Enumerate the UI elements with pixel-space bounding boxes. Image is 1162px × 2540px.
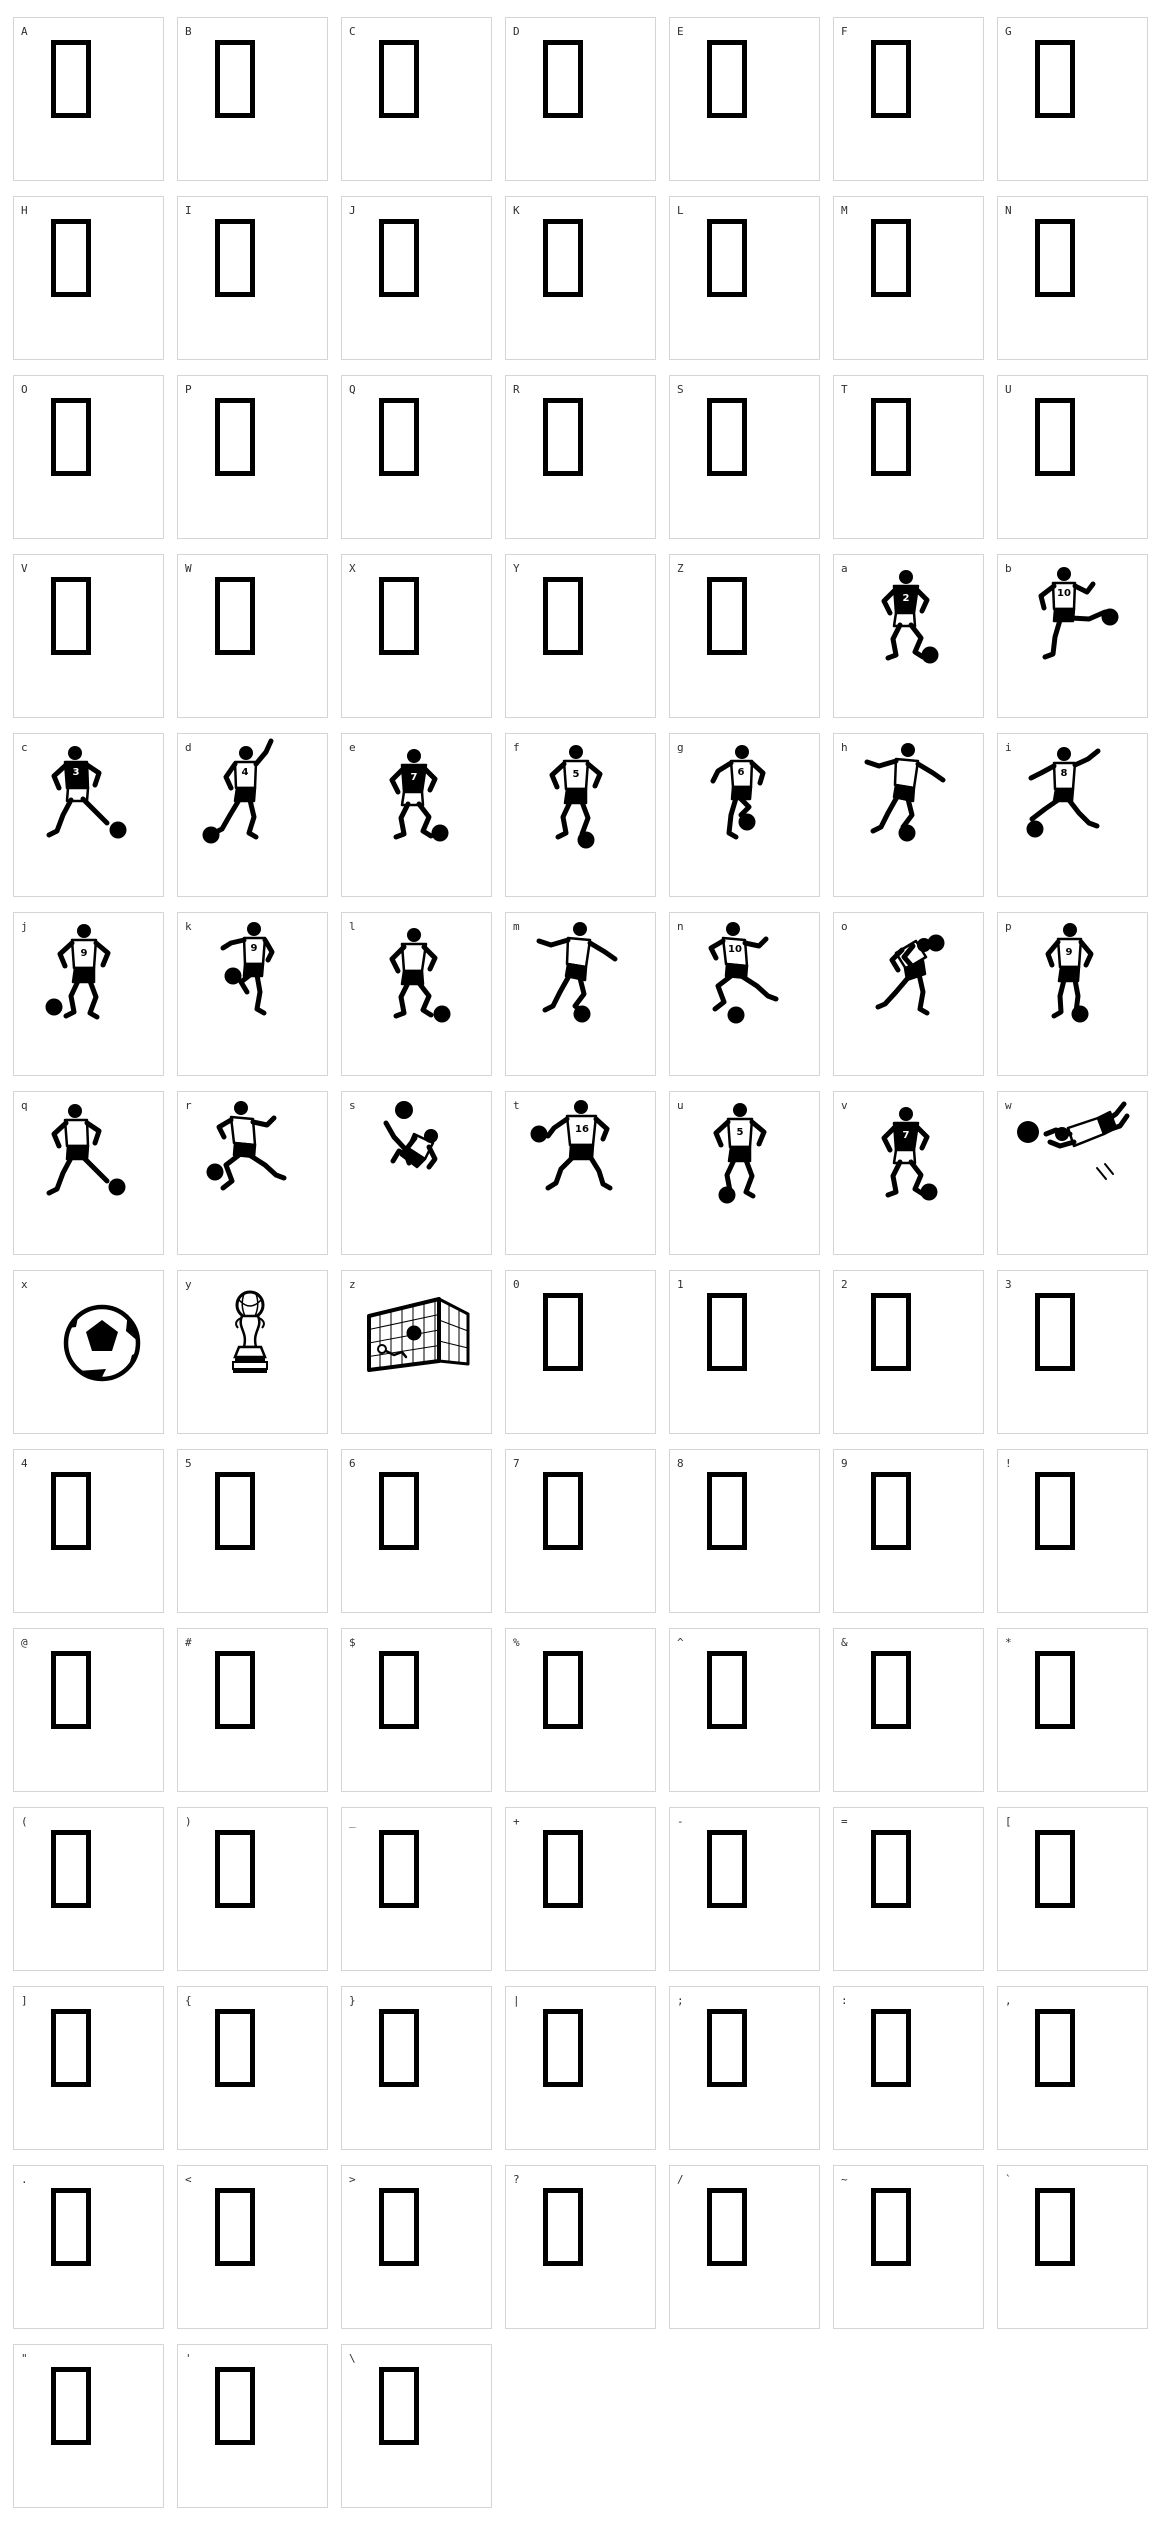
svg-text:16: 16	[575, 1124, 589, 1135]
soccer-player-icon	[834, 555, 983, 717]
glyph-cell	[13, 1986, 164, 2150]
glyph-char-label: 6	[349, 1457, 356, 1470]
glyph-cell	[341, 733, 492, 897]
glyph-cell	[833, 196, 984, 360]
glyph-char-label: -	[677, 1815, 684, 1828]
glyph-cell	[833, 17, 984, 181]
soccer-player-icon	[998, 734, 1147, 896]
glyph-char-label: B	[185, 25, 192, 38]
glyph-cell	[13, 554, 164, 718]
glyph-char-label: 4	[21, 1457, 28, 1470]
soccer-player-icon	[342, 913, 491, 1075]
glyph-char-label: .	[21, 2173, 28, 2186]
missing-glyph-icon	[834, 1987, 983, 2149]
glyph-char-label: w	[1005, 1099, 1012, 1112]
missing-glyph-icon	[506, 1808, 655, 1970]
glyph-char-label: o	[841, 920, 848, 933]
glyph-cell	[341, 2344, 492, 2508]
missing-glyph-icon	[998, 18, 1147, 180]
glyph-char-label: b	[1005, 562, 1012, 575]
missing-glyph-icon	[998, 1450, 1147, 1612]
missing-glyph-icon	[506, 376, 655, 538]
missing-glyph-icon	[178, 376, 327, 538]
glyph-char-label: n	[677, 920, 684, 933]
glyph-char-label: r	[185, 1099, 192, 1112]
glyph-char-label: @	[21, 1636, 28, 1649]
glyph-char-label: /	[677, 2173, 684, 2186]
glyph-cell	[13, 1091, 164, 1255]
glyph-cell	[669, 733, 820, 897]
glyph-char-label: W	[185, 562, 192, 575]
soccer-player-icon	[834, 913, 983, 1075]
glyph-cell	[997, 1628, 1148, 1792]
soccer-player-icon	[506, 1092, 655, 1254]
glyph-cell	[177, 2165, 328, 2329]
glyph-char-label: (	[21, 1815, 28, 1828]
glyph-char-label: H	[21, 204, 28, 217]
glyph-char-label: D	[513, 25, 520, 38]
glyph-cell	[505, 1270, 656, 1434]
glyph-cell	[505, 912, 656, 1076]
glyph-char-label: X	[349, 562, 356, 575]
glyph-cell	[997, 2165, 1148, 2329]
missing-glyph-icon	[670, 1271, 819, 1433]
glyph-char-label: [	[1005, 1815, 1012, 1828]
glyph-cell	[505, 17, 656, 181]
glyph-cell	[669, 17, 820, 181]
glyph-char-label: z	[349, 1278, 356, 1291]
glyph-cell	[177, 1091, 328, 1255]
glyph-char-label: 1	[677, 1278, 684, 1291]
glyph-cell	[13, 733, 164, 897]
glyph-char-label: x	[21, 1278, 28, 1291]
missing-glyph-icon	[998, 1987, 1147, 2149]
missing-glyph-icon	[670, 1450, 819, 1612]
svg-text:6: 6	[737, 767, 745, 778]
glyph-char-label: "	[21, 2352, 28, 2365]
soccer-player-icon	[14, 913, 163, 1075]
glyph-char-label: ;	[677, 1994, 684, 2007]
missing-glyph-icon	[178, 555, 327, 717]
glyph-cell	[997, 912, 1148, 1076]
glyph-char-label: f	[513, 741, 520, 754]
glyph-cell	[177, 1449, 328, 1613]
glyph-char-label: $	[349, 1636, 356, 1649]
glyph-cell	[13, 1449, 164, 1613]
soccer-player-icon	[998, 555, 1147, 717]
glyph-char-label: 3	[1005, 1278, 1012, 1291]
svg-text:9: 9	[250, 943, 258, 954]
glyph-char-label: S	[677, 383, 684, 396]
glyph-char-label: ]	[21, 1994, 28, 2007]
glyph-cell	[341, 1270, 492, 1434]
svg-text:5: 5	[572, 769, 580, 780]
glyph-char-label: L	[677, 204, 684, 217]
glyph-cell	[13, 17, 164, 181]
glyph-cell	[505, 375, 656, 539]
missing-glyph-icon	[342, 197, 491, 359]
glyph-cell	[13, 196, 164, 360]
svg-text:5: 5	[736, 1127, 744, 1138]
glyph-cell	[669, 1270, 820, 1434]
glyph-char-label: Z	[677, 562, 684, 575]
glyph-char-label: 9	[841, 1457, 848, 1470]
glyph-char-label: %	[513, 1636, 520, 1649]
glyph-char-label: a	[841, 562, 848, 575]
glyph-char-label: l	[349, 920, 356, 933]
missing-glyph-icon	[342, 2166, 491, 2328]
glyph-char-label: 2	[841, 1278, 848, 1291]
svg-text:9: 9	[1065, 947, 1073, 958]
missing-glyph-icon	[998, 1808, 1147, 1970]
glyph-char-label: +	[513, 1815, 520, 1828]
missing-glyph-icon	[998, 1629, 1147, 1791]
missing-glyph-icon	[506, 1271, 655, 1433]
glyph-cell	[341, 1986, 492, 2150]
glyph-char-label: 8	[677, 1457, 684, 1470]
glyph-char-label: i	[1005, 741, 1012, 754]
glyph-cell	[177, 1986, 328, 2150]
missing-glyph-icon	[14, 197, 163, 359]
glyph-cell	[833, 1986, 984, 2150]
missing-glyph-icon	[178, 2166, 327, 2328]
glyph-cell	[177, 1270, 328, 1434]
glyph-char-label: p	[1005, 920, 1012, 933]
glyph-char-label: ?	[513, 2173, 520, 2186]
glyph-char-label: _	[349, 1815, 356, 1828]
missing-glyph-icon	[998, 1271, 1147, 1433]
glyph-char-label: R	[513, 383, 520, 396]
glyph-cell	[177, 2344, 328, 2508]
missing-glyph-icon	[178, 197, 327, 359]
glyph-char-label: \	[349, 2352, 356, 2365]
svg-text:3: 3	[72, 767, 80, 778]
missing-glyph-icon	[670, 1629, 819, 1791]
glyph-cell	[505, 2165, 656, 2329]
glyph-cell	[669, 196, 820, 360]
missing-glyph-icon	[834, 18, 983, 180]
missing-glyph-icon	[14, 2345, 163, 2507]
glyph-cell	[177, 554, 328, 718]
glyph-char-label: m	[513, 920, 520, 933]
glyph-cell	[505, 196, 656, 360]
glyph-char-label: {	[185, 1994, 192, 2007]
glyph-char-label: F	[841, 25, 848, 38]
glyph-char-label: k	[185, 920, 192, 933]
glyph-cell	[669, 2165, 820, 2329]
soccer-player-icon	[670, 913, 819, 1075]
svg-text:10: 10	[1057, 588, 1071, 599]
soccer-player-icon	[834, 1092, 983, 1254]
soccer-player-icon	[178, 1092, 327, 1254]
soccer-player-icon	[178, 913, 327, 1075]
missing-glyph-icon	[14, 1450, 163, 1612]
missing-glyph-icon	[342, 376, 491, 538]
missing-glyph-icon	[506, 1629, 655, 1791]
glyph-char-label: T	[841, 383, 848, 396]
glyph-cell	[341, 17, 492, 181]
missing-glyph-icon	[670, 197, 819, 359]
glyph-char-label: |	[513, 1994, 520, 2007]
glyph-cell	[669, 375, 820, 539]
missing-glyph-icon	[14, 1629, 163, 1791]
soccer-player-icon	[178, 734, 327, 896]
missing-glyph-icon	[834, 1808, 983, 1970]
glyph-char-label: :	[841, 1994, 848, 2007]
soccer-player-icon	[998, 1092, 1147, 1254]
missing-glyph-icon	[834, 2166, 983, 2328]
glyph-cell	[833, 2165, 984, 2329]
glyph-cell	[177, 196, 328, 360]
glyph-cell	[341, 375, 492, 539]
missing-glyph-icon	[998, 376, 1147, 538]
glyph-cell	[177, 1628, 328, 1792]
glyph-char-label: V	[21, 562, 28, 575]
glyph-cell	[669, 1807, 820, 1971]
glyph-cell	[505, 1628, 656, 1792]
missing-glyph-icon	[834, 1629, 983, 1791]
glyph-char-label: c	[21, 741, 28, 754]
soccer-player-icon	[506, 734, 655, 896]
missing-glyph-icon	[506, 197, 655, 359]
glyph-char-label: ~	[841, 2173, 848, 2186]
missing-glyph-icon	[178, 1629, 327, 1791]
glyph-char-label: s	[349, 1099, 356, 1112]
glyph-cell	[997, 733, 1148, 897]
glyph-char-label: 7	[513, 1457, 520, 1470]
missing-glyph-icon	[834, 1450, 983, 1612]
glyph-cell	[669, 1986, 820, 2150]
svg-text:8: 8	[1060, 768, 1068, 779]
missing-glyph-icon	[342, 18, 491, 180]
missing-glyph-icon	[834, 197, 983, 359]
glyph-cell	[997, 375, 1148, 539]
soccer-player-icon	[14, 734, 163, 896]
glyph-cell	[505, 1449, 656, 1613]
soccer-player-icon	[342, 734, 491, 896]
missing-glyph-icon	[14, 1987, 163, 2149]
glyph-char-label: u	[677, 1099, 684, 1112]
glyph-char-label: I	[185, 204, 192, 217]
missing-glyph-icon	[506, 555, 655, 717]
soccer-ball-icon	[14, 1271, 163, 1433]
glyph-cell	[669, 912, 820, 1076]
glyph-cell	[177, 733, 328, 897]
soccer-player-icon	[998, 913, 1147, 1075]
missing-glyph-icon	[342, 1450, 491, 1612]
soccer-player-icon	[342, 1092, 491, 1254]
missing-glyph-icon	[178, 1808, 327, 1970]
glyph-cell	[505, 733, 656, 897]
glyph-cell	[997, 1091, 1148, 1255]
glyph-cell	[13, 2165, 164, 2329]
missing-glyph-icon	[506, 1450, 655, 1612]
soccer-player-icon	[14, 1092, 163, 1254]
missing-glyph-icon	[14, 555, 163, 717]
soccer-player-icon	[834, 734, 983, 896]
missing-glyph-icon	[14, 376, 163, 538]
glyph-cell	[997, 1270, 1148, 1434]
glyph-char-label: J	[349, 204, 356, 217]
svg-text:7: 7	[410, 772, 418, 783]
glyph-char-label: <	[185, 2173, 192, 2186]
missing-glyph-icon	[998, 197, 1147, 359]
glyph-cell	[669, 1449, 820, 1613]
glyph-char-label: )	[185, 1815, 192, 1828]
missing-glyph-icon	[178, 1450, 327, 1612]
glyph-char-label: q	[21, 1099, 28, 1112]
glyph-char-label: C	[349, 25, 356, 38]
glyph-cell	[997, 1807, 1148, 1971]
glyph-cell	[505, 554, 656, 718]
glyph-char-label: =	[841, 1815, 848, 1828]
missing-glyph-icon	[998, 2166, 1147, 2328]
missing-glyph-icon	[670, 376, 819, 538]
svg-text:7: 7	[902, 1130, 910, 1141]
glyph-cell	[341, 196, 492, 360]
soccer-player-icon	[670, 1092, 819, 1254]
glyph-char-label: M	[841, 204, 848, 217]
glyph-char-label: j	[21, 920, 28, 933]
glyph-char-label: K	[513, 204, 520, 217]
glyph-cell	[341, 1449, 492, 1613]
missing-glyph-icon	[506, 18, 655, 180]
missing-glyph-icon	[834, 1271, 983, 1433]
glyph-cell	[833, 1807, 984, 1971]
glyph-char-label: 0	[513, 1278, 520, 1291]
glyph-char-label: ,	[1005, 1994, 1012, 2007]
glyph-cell	[833, 1270, 984, 1434]
glyph-cell	[833, 733, 984, 897]
glyph-char-label: P	[185, 383, 192, 396]
glyph-cell	[669, 1628, 820, 1792]
glyph-char-label: O	[21, 383, 28, 396]
glyph-char-label: g	[677, 741, 684, 754]
missing-glyph-icon	[178, 18, 327, 180]
glyph-cell	[341, 912, 492, 1076]
missing-glyph-icon	[342, 1808, 491, 1970]
glyph-char-label: `	[1005, 2173, 1012, 2186]
glyph-cell	[997, 1986, 1148, 2150]
glyph-char-label: h	[841, 741, 848, 754]
glyph-char-label: A	[21, 25, 28, 38]
missing-glyph-icon	[178, 1987, 327, 2149]
missing-glyph-icon	[342, 2345, 491, 2507]
soccer-goal-icon	[342, 1271, 491, 1433]
missing-glyph-icon	[342, 1987, 491, 2149]
glyph-char-label: y	[185, 1278, 192, 1291]
glyph-cell	[177, 17, 328, 181]
glyph-char-label: U	[1005, 383, 1012, 396]
glyph-char-label: >	[349, 2173, 356, 2186]
glyph-cell	[177, 912, 328, 1076]
missing-glyph-icon	[834, 376, 983, 538]
glyph-cell	[833, 912, 984, 1076]
glyph-char-label: G	[1005, 25, 1012, 38]
glyph-cell	[833, 375, 984, 539]
missing-glyph-icon	[506, 2166, 655, 2328]
glyph-char-label: 5	[185, 1457, 192, 1470]
glyph-cell	[13, 2344, 164, 2508]
missing-glyph-icon	[670, 2166, 819, 2328]
missing-glyph-icon	[178, 2345, 327, 2507]
glyph-cell	[13, 1270, 164, 1434]
glyph-char-label: N	[1005, 204, 1012, 217]
missing-glyph-icon	[670, 18, 819, 180]
glyph-char-label: }	[349, 1994, 356, 2007]
glyph-char-label: e	[349, 741, 356, 754]
glyph-cell	[997, 17, 1148, 181]
glyph-char-label: Y	[513, 562, 520, 575]
glyph-char-label: v	[841, 1099, 848, 1112]
glyph-cell	[505, 1807, 656, 1971]
glyph-cell	[341, 1807, 492, 1971]
glyph-cell	[997, 196, 1148, 360]
missing-glyph-icon	[342, 555, 491, 717]
glyph-char-label: '	[185, 2352, 192, 2365]
glyph-char-label: &	[841, 1636, 848, 1649]
glyph-cell	[833, 1091, 984, 1255]
glyph-char-label: d	[185, 741, 192, 754]
glyph-cell	[177, 1807, 328, 1971]
glyph-char-label: *	[1005, 1636, 1012, 1649]
missing-glyph-icon	[670, 1987, 819, 2149]
glyph-cell	[997, 554, 1148, 718]
missing-glyph-icon	[670, 555, 819, 717]
missing-glyph-icon	[14, 18, 163, 180]
glyph-cell	[833, 554, 984, 718]
glyph-cell	[669, 554, 820, 718]
glyph-char-label: !	[1005, 1457, 1012, 1470]
glyph-cell	[341, 1091, 492, 1255]
svg-text:4: 4	[241, 767, 249, 778]
soccer-player-icon	[506, 913, 655, 1075]
glyph-cell	[997, 1449, 1148, 1613]
glyph-cell	[13, 375, 164, 539]
glyph-cell	[505, 1986, 656, 2150]
glyph-cell	[177, 375, 328, 539]
soccer-player-icon	[670, 734, 819, 896]
missing-glyph-icon	[342, 1629, 491, 1791]
glyph-cell	[669, 1091, 820, 1255]
svg-text:10: 10	[728, 944, 742, 955]
glyph-char-label: ^	[677, 1636, 684, 1649]
svg-text:2: 2	[902, 593, 910, 604]
missing-glyph-icon	[670, 1808, 819, 1970]
glyph-char-label: #	[185, 1636, 192, 1649]
missing-glyph-icon	[14, 2166, 163, 2328]
missing-glyph-icon	[506, 1987, 655, 2149]
glyph-char-label: Q	[349, 383, 356, 396]
glyph-cell	[341, 1628, 492, 1792]
world-cup-trophy-icon	[178, 1271, 327, 1433]
svg-text:9: 9	[80, 948, 88, 959]
glyph-cell	[341, 554, 492, 718]
glyph-cell	[505, 1091, 656, 1255]
missing-glyph-icon	[14, 1808, 163, 1970]
glyph-cell	[833, 1449, 984, 1613]
glyph-cell	[833, 1628, 984, 1792]
glyph-cell	[13, 912, 164, 1076]
glyph-cell	[13, 1628, 164, 1792]
glyph-cell	[341, 2165, 492, 2329]
glyph-char-label: E	[677, 25, 684, 38]
glyph-char-label: t	[513, 1099, 520, 1112]
glyph-cell	[13, 1807, 164, 1971]
